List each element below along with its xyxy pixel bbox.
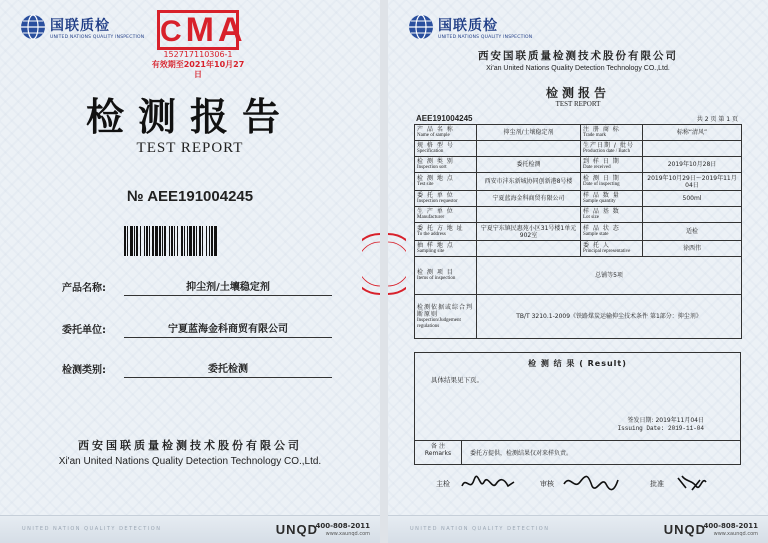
globe-logo-icon <box>20 14 46 40</box>
barcode-bar <box>159 226 161 256</box>
footer-bar <box>388 515 768 543</box>
row-value: 宁夏宁东镇民惠苑小区31号楼1单元902室 <box>477 223 581 241</box>
barcode-bar <box>209 226 210 256</box>
issue-date-cn: 签发日期: 2019年11月04日 <box>627 417 704 424</box>
field-label: 产品名称: <box>62 283 106 294</box>
report-title-en: TEST REPORT <box>136 140 244 156</box>
field-value: 委托检测 <box>124 360 332 378</box>
remarks-value: 委托方提供，检测结果仅对来样负责。 <box>470 450 573 457</box>
barcode-bar <box>124 226 126 256</box>
globe-logo-icon <box>408 14 434 40</box>
barcode-bar <box>162 226 163 256</box>
table-row <box>415 141 742 157</box>
barcode-bar <box>184 226 185 256</box>
cma-stamp <box>148 10 248 80</box>
footer-text: UNITED NATION QUALITY DETECTION <box>22 526 162 532</box>
row-label: 生 产 单 位 Manufacturer <box>415 207 477 223</box>
footer-website: www.xaunqd.com <box>325 531 370 537</box>
barcode-bar <box>199 226 201 256</box>
barcode <box>122 226 266 256</box>
footer-brand: UNQD <box>663 522 706 537</box>
footer-website: www.xaunqd.com <box>713 531 758 537</box>
row-value: 500ml <box>643 191 742 207</box>
row-label: 到 样 日 期 Date received <box>581 157 643 173</box>
company-name-en: Xi'an United Nations Quality Detection Technology CO.,Ltd. <box>58 456 322 467</box>
row-label: 委 托 单 位 Inspection requestor <box>415 191 477 207</box>
barcode-bar <box>127 226 128 256</box>
company-name-cn: 西安国联质量检测技术股份有限公司 <box>78 439 302 452</box>
barcode-bar <box>211 226 213 256</box>
barcode-bar <box>171 226 173 256</box>
company-name-cn: 西安国联质量检测技术股份有限公司 <box>478 50 678 62</box>
cover-page <box>0 0 380 543</box>
field-label: 检测类别: <box>62 365 106 376</box>
logo-text-en: UNITED NATIONS QUALITY INSPECTION <box>50 34 145 40</box>
footer-bar <box>0 515 380 543</box>
signature-label-review: 审核 <box>540 480 554 488</box>
row-value: 2019年10月28日 <box>643 157 742 173</box>
row-label: 注 册 商 标 Trade mark <box>581 125 643 141</box>
row-value <box>477 241 581 257</box>
row-value: 标称“清风” <box>643 125 742 141</box>
row-value: 宁夏蓝海金科商贸有限公司 <box>477 191 581 207</box>
table-row <box>415 207 742 223</box>
footer-phone: 400-808-2011 <box>703 522 758 530</box>
row-label: 检 测 日 期 Date of inspecting <box>581 173 643 191</box>
row-label: 样 品 数 量 Sample quantity <box>581 191 643 207</box>
row-label: 规 格 型 号 Specification <box>415 141 477 157</box>
cma-mark: CMA <box>157 10 239 50</box>
barcode-bar <box>164 226 166 256</box>
row-label: 委 托 人 Principal representative <box>581 241 643 257</box>
barcode-bar <box>152 226 154 256</box>
row-label: 抽 样 地 点 Sampling site <box>415 241 477 257</box>
table-row-basis <box>415 295 742 339</box>
field-product-name <box>62 276 332 296</box>
remarks-row <box>414 440 741 465</box>
barcode-bar <box>174 226 175 256</box>
row-label: 委 托 方 地 址 To the address <box>415 223 477 241</box>
table-row <box>415 241 742 257</box>
result-body: 具体结果见下页。 <box>431 376 483 384</box>
row-value: 适检 <box>643 223 742 241</box>
company-logo <box>20 14 144 40</box>
barcode-bar <box>187 226 188 256</box>
barcode-bar <box>181 226 183 256</box>
table-row <box>415 223 742 241</box>
remarks-label: 备 注 Remarks <box>415 440 462 464</box>
signature-main-icon <box>458 470 518 496</box>
table-row <box>415 157 742 173</box>
barcode-bar <box>214 226 217 256</box>
barcode-bar <box>144 226 145 256</box>
row-value: 2019年10月29日～2019年11月04日 <box>643 173 742 191</box>
row-label: 生产日期 / 批号 Production date / Batch <box>581 141 643 157</box>
logo-text-cn: 国联质检 <box>50 17 110 34</box>
row-value: 西安市沣东新城协同创新港8号楼 <box>477 173 581 191</box>
report-title-cn: 检测报告 <box>85 94 294 139</box>
report-number: AEE191004245 <box>416 114 473 123</box>
row-label: 检 测 地 点 Test site <box>415 173 477 191</box>
row-value <box>477 141 581 157</box>
row-label: 样 品 状 态 Sample state <box>581 223 643 241</box>
issue-date-en: Issuing Date: 2019-11-04 <box>617 425 704 432</box>
signature-label-approve: 批准 <box>650 480 664 488</box>
barcode-bar <box>155 226 158 256</box>
company-logo <box>408 14 532 40</box>
result-title: 检 测 结 果 ( Result) <box>528 359 627 368</box>
row-value <box>643 207 742 223</box>
field-label: 委托单位: <box>62 325 106 336</box>
barcode-bar <box>193 226 195 256</box>
row-value: 委托检测 <box>477 157 581 173</box>
table-row <box>415 125 742 141</box>
row-value <box>477 207 581 223</box>
barcode-bar <box>149 226 150 256</box>
barcode-bar <box>206 226 207 256</box>
field-value: 抑尘剂/土壤稳定剂 <box>124 278 332 296</box>
row-value: 总铺等5项 <box>477 257 742 295</box>
barcode-bar <box>146 226 148 256</box>
barcode-bar <box>177 226 178 256</box>
table-row <box>415 191 742 207</box>
page-info: 共 2 页 第 1 页 <box>696 116 738 123</box>
logo-text-cn: 国联质检 <box>438 17 498 34</box>
signature-review-icon <box>560 470 622 496</box>
signature-label-main: 主检 <box>436 480 450 488</box>
field-client <box>62 318 332 338</box>
seam-stamp-icon <box>362 232 380 296</box>
result-section <box>414 352 741 441</box>
table-row-items <box>415 257 742 295</box>
barcode-bar <box>202 226 203 256</box>
details-page <box>388 0 768 543</box>
row-label: 产 品 名 称 Name of sample <box>415 125 477 141</box>
cma-cert-number: 152717110306-1 <box>163 50 233 59</box>
barcode-bar <box>136 226 138 256</box>
barcode-bar <box>196 226 197 256</box>
barcode-bar <box>189 226 192 256</box>
report-title-cn: 检测报告 <box>545 86 610 100</box>
row-label: 检测依据或综合判断原则 Inspection/Judgement regulations <box>415 295 477 339</box>
footer-phone: 400-808-2011 <box>315 522 370 530</box>
row-value <box>643 141 742 157</box>
row-value: 抑尘剂/土壤稳定剂 <box>477 125 581 141</box>
row-value: 徐西伟 <box>643 241 742 257</box>
report-title-en: TEST REPORT <box>555 100 601 108</box>
field-value: 宁夏蓝海金科商贸有限公司 <box>124 320 332 338</box>
barcode-bar <box>140 226 141 256</box>
barcode-bar <box>134 226 135 256</box>
company-name-en: Xi'an United Nations Quality Detection Technology CO.,Ltd. <box>486 65 670 72</box>
barcode-bar <box>130 226 133 256</box>
logo-text-en: UNITED NATIONS QUALITY INSPECTION <box>438 34 533 40</box>
report-number: № AEE191004245 <box>126 188 254 205</box>
barcode-bar <box>169 226 170 256</box>
table-row <box>415 173 742 191</box>
footer-brand: UNQD <box>275 522 318 537</box>
row-label: 样 品 基 数 Lot size <box>581 207 643 223</box>
cma-validity: 有效期至2021年10月27日 <box>151 60 245 79</box>
report-info-table <box>414 124 742 339</box>
signature-approve-icon <box>672 470 712 496</box>
row-value: TB/T 3210.1-2009《铁路煤炭运输抑尘技术条件 第1部分：抑尘剂》 <box>477 295 742 339</box>
field-test-category <box>62 358 332 378</box>
seam-stamp-icon <box>388 232 406 296</box>
row-label: 检 测 项 目 Items of inspection <box>415 257 477 295</box>
row-label: 检 测 类 别 Inspection sort <box>415 157 477 173</box>
footer-text: UNITED NATION QUALITY DETECTION <box>410 526 550 532</box>
